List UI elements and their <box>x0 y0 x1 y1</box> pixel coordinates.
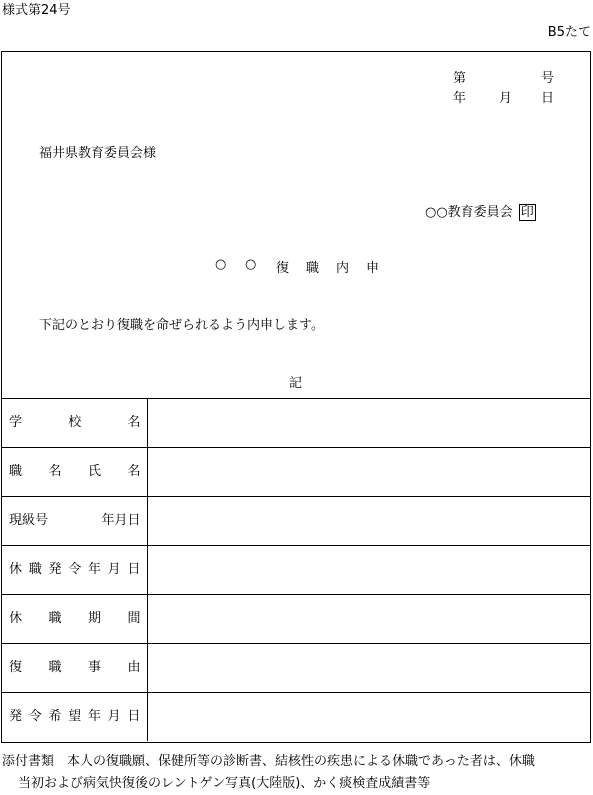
row-label-cell <box>1 497 147 546</box>
row-label-part: 名 <box>127 464 141 479</box>
row-label-part: 希 <box>48 709 62 724</box>
row-label-part: 職 <box>28 562 42 577</box>
row-value-cell[interactable] <box>147 497 591 546</box>
row-label-part: 由 <box>127 660 141 675</box>
row-label-part: 事 <box>87 660 101 675</box>
row-label <box>1 497 147 545</box>
row-label-part: 発 <box>48 562 62 577</box>
attachment-line-1: 添付書類 本人の復職願、保健所等の診断書、結核性の疾患による休職であった者は、休職 <box>2 754 535 769</box>
row-label-part: 日 <box>127 562 141 577</box>
row-label-part: 休 <box>9 562 23 577</box>
row-label-part: 休 <box>9 611 23 626</box>
date-year: 年 <box>453 91 467 106</box>
table-row <box>1 546 591 595</box>
row-label-cell <box>1 399 147 448</box>
row-label-part: 復 <box>9 660 23 675</box>
number-suffix: 号 <box>541 71 555 86</box>
row-label-part: 現級号 <box>9 513 49 528</box>
title-char: 復 <box>276 261 290 276</box>
row-label-cell <box>1 644 147 693</box>
table-row <box>1 399 591 448</box>
row-label <box>1 448 147 496</box>
row-label-part: 名 <box>48 464 62 479</box>
row-label-part: 年月日 <box>101 513 141 528</box>
row-label-part: 職 <box>48 660 62 675</box>
table-row <box>1 497 591 546</box>
row-label-cell <box>1 693 147 742</box>
addressee: 福井県教育委員会様 <box>39 146 157 161</box>
title-char: 職 <box>306 261 320 276</box>
row-label-part: 学 <box>9 415 23 430</box>
row-value-cell[interactable] <box>147 399 591 448</box>
ki-label: 記 <box>289 376 303 391</box>
sender-name: ○○教育委員会 <box>425 205 513 220</box>
attachment-line-2: 当初および病気快復後のレントゲン写真(大陸版)、かく痰検査成績書等 <box>18 776 431 791</box>
row-label-part: 月 <box>107 562 121 577</box>
body-text: 下記のとおり復職を命ぜられるよう内申します。 <box>39 318 324 333</box>
row-value-cell[interactable] <box>147 693 591 742</box>
title-char: 申 <box>366 261 380 276</box>
row-label-part: 発 <box>9 709 23 724</box>
sender-line <box>425 201 536 221</box>
number-prefix: 第 <box>453 71 467 86</box>
row-label-part: 期 <box>87 611 101 626</box>
table-row <box>1 595 591 644</box>
row-label-part: 年 <box>87 562 101 577</box>
form-number: 様式第24号 <box>2 3 71 18</box>
row-label-part: 月 <box>107 709 121 724</box>
row-label-part: 望 <box>68 709 82 724</box>
title-char: ○ <box>245 257 257 272</box>
row-value-cell[interactable] <box>147 448 591 497</box>
table-row <box>1 448 591 497</box>
seal-mark: 印 <box>520 205 534 220</box>
row-label-part: 間 <box>127 611 141 626</box>
row-label <box>1 644 147 692</box>
row-label <box>1 693 147 741</box>
row-label <box>1 399 147 447</box>
row-label <box>1 595 147 643</box>
row-label-part: 令 <box>28 709 42 724</box>
row-label-cell <box>1 546 147 595</box>
table-row <box>1 644 591 693</box>
row-value-cell[interactable] <box>147 546 591 595</box>
row-value-cell[interactable] <box>147 595 591 644</box>
info-table <box>1 398 591 741</box>
date-day: 日 <box>541 91 555 106</box>
row-label-part: 名 <box>127 415 141 430</box>
row-label <box>1 546 147 594</box>
date-month: 月 <box>499 91 513 106</box>
row-label-part: 令 <box>68 562 82 577</box>
row-value-cell[interactable] <box>147 644 591 693</box>
row-label-part: 職 <box>9 464 23 479</box>
row-label-part: 職 <box>48 611 62 626</box>
table-row <box>1 693 591 742</box>
row-label-part: 校 <box>68 415 82 430</box>
row-label-part: 日 <box>127 709 141 724</box>
row-label-part: 氏 <box>87 464 101 479</box>
row-label-cell <box>1 448 147 497</box>
row-label-cell <box>1 595 147 644</box>
title-char: ○ <box>215 257 227 272</box>
title-char: 内 <box>336 261 350 276</box>
paper-size-note: B5たて <box>547 25 591 40</box>
attachment-note <box>2 751 592 795</box>
row-label-part: 年 <box>87 709 101 724</box>
